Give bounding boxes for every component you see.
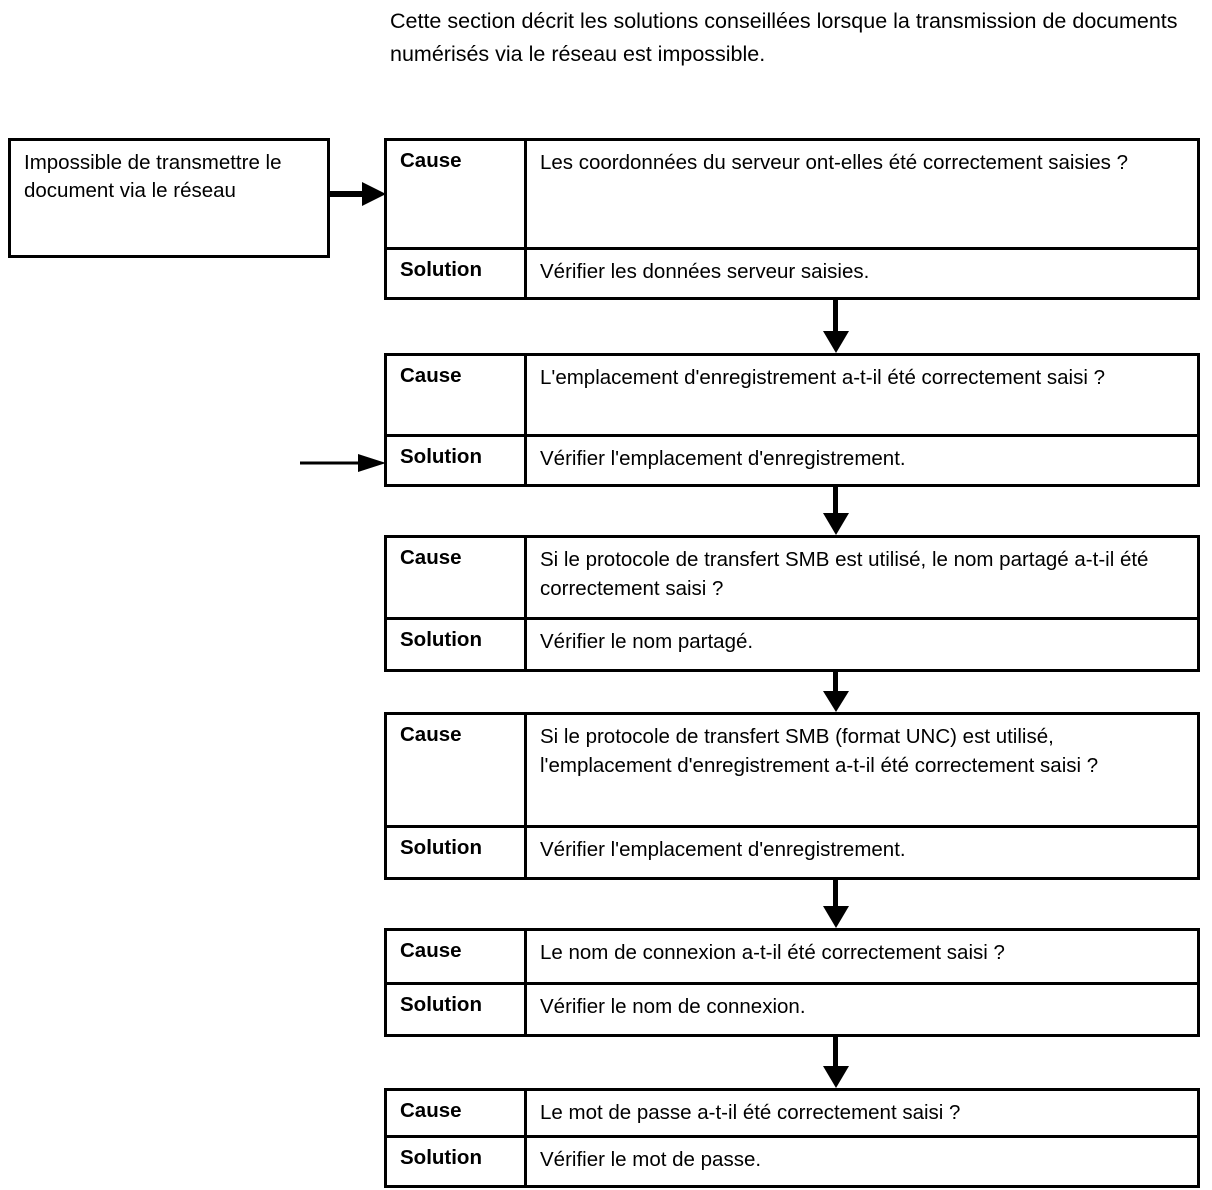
cause-text: Si le protocole de transfert SMB (format UNC) est utilisé, l'emplacement d'enregistrement a-t-il été correctement saisi ? [540,725,1099,777]
cause-label: Cause [387,931,527,982]
cause-text: Le nom de connexion a-t-il été correctement saisi ? [540,941,1005,964]
cause-text: Le mot de passe a-t-il été correctement saisi ? [540,1101,961,1124]
table-row [387,250,1197,297]
table-row [387,141,1197,250]
intro-paragraph: Cette section décrit les solutions conseillées lorsque la transmission de documents numérisés via le réseau est impossible. [390,9,1178,66]
cause-label: Cause [387,141,527,247]
solution-label: Solution [387,985,527,1034]
cause-text: Si le protocole de transfert SMB est utilisé, le nom partagé a-t-il été correctement saisi ? [540,548,1149,600]
cause-solution-block [384,928,1200,1037]
arrow-down-icon-block-3-to-4 [822,672,850,712]
solution-label: Solution [387,1138,527,1185]
solution-text: Vérifier les données serveur saisies. [540,260,870,283]
arrow-down-icon-block-4-to-5 [822,880,850,928]
cause-label: Cause [387,1091,527,1135]
solution-text: Vérifier l'emplacement d'enregistrement. [540,447,906,470]
solution-label: Solution [387,828,527,877]
table-row [387,356,1197,437]
solution-text: Vérifier l'emplacement d'enregistrement. [540,838,906,861]
cause-text: L'emplacement d'enregistrement a-t-il été correctement saisi ? [540,366,1105,389]
cause-solution-block [384,1088,1200,1188]
cause-solution-block [384,138,1200,300]
arrow-down-icon-block-2-to-3 [822,487,850,535]
table-row [387,931,1197,985]
cause-label: Cause [387,538,527,617]
table-row [387,715,1197,828]
arrow-down-icon-block-5-to-6 [822,1037,850,1088]
cause-solution-block [384,353,1200,487]
cause-text: Les coordonnées du serveur ont-elles été correctement saisies ? [540,151,1128,174]
solution-text: Vérifier le nom de connexion. [540,995,806,1018]
cause-label: Cause [387,715,527,825]
problem-statement-box [8,138,330,258]
problem-statement-label: Impossible de transmettre le document via le réseau [24,151,282,202]
solution-text: Vérifier le mot de passe. [540,1148,762,1171]
solution-text: Vérifier le nom partagé. [540,630,754,653]
solution-label: Solution [387,437,527,484]
arrow-down-icon-block-1-to-2 [822,300,850,353]
table-row [387,828,1197,877]
table-row [387,1138,1197,1185]
table-row [387,437,1197,484]
solution-label: Solution [387,250,527,297]
table-row [387,620,1197,669]
table-row [387,1091,1197,1138]
table-row [387,985,1197,1034]
table-row [387,538,1197,620]
arrow-right-icon-to-block-2-solution [300,452,386,474]
cause-label: Cause [387,356,527,434]
arrow-right-icon-to-block-1 [330,181,386,207]
cause-solution-block [384,712,1200,880]
solution-label: Solution [387,620,527,669]
cause-solution-block [384,535,1200,672]
